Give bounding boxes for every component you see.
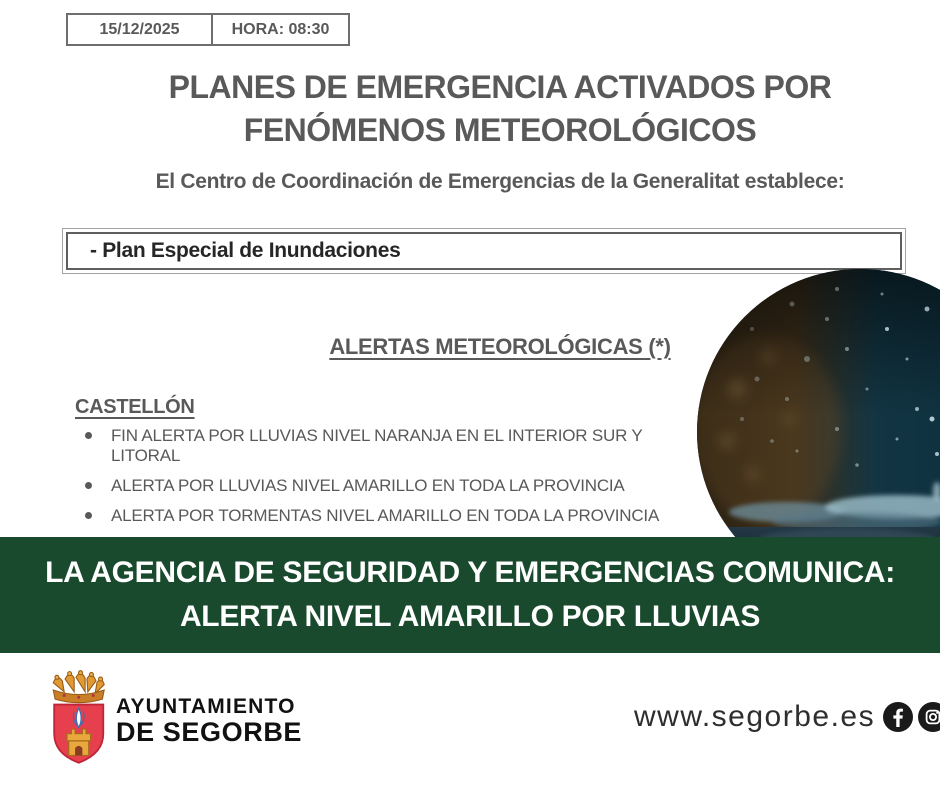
org-name <box>116 696 302 747</box>
alerts-heading: ALERTAS METEOROLÓGICAS (*) <box>329 334 671 359</box>
subtitle: El Centro de Coordinación de Emergencias de la Generalitat establece: <box>155 170 845 193</box>
website-row <box>634 700 940 734</box>
bullet-icon <box>85 512 92 519</box>
province-heading: CASTELLÓN <box>75 396 195 418</box>
page-title-line1: PLANES DE EMERGENCIA ACTIVADOS POR <box>168 69 832 105</box>
time-value: HORA: 08:30 <box>211 15 348 44</box>
date-time-box <box>66 13 350 46</box>
alert-item <box>85 426 705 466</box>
facebook-icon <box>883 702 913 732</box>
plan-box-text: - Plan Especial de Inundaciones <box>66 232 902 270</box>
plan-box <box>62 228 906 274</box>
alert-item-text: FIN ALERTA POR LLUVIAS NIVEL NARANJA EN EL INTERIOR SUR Y LITORAL <box>111 426 643 465</box>
banner-line1: LA AGENCIA DE SEGURIDAD Y EMERGENCIAS COMUNICA: <box>45 556 895 589</box>
alert-item <box>85 506 705 526</box>
page-title-line2: FENÓMENOS METEOROLÓGICOS <box>243 112 757 148</box>
alert-item <box>85 476 705 496</box>
bullet-icon <box>85 432 92 439</box>
alert-item-text: ALERTA POR LLUVIAS NIVEL AMARILLO EN TODA LA PROVINCIA <box>111 476 625 495</box>
page-title <box>60 66 940 152</box>
instagram-icon <box>918 702 940 732</box>
social-icons <box>883 702 940 732</box>
alert-item-text: ALERTA POR TORMENTAS NIVEL AMARILLO EN TODA LA PROVINCIA <box>111 506 660 525</box>
footer <box>0 653 940 788</box>
banner-line2: ALERTA NIVEL AMARILLO POR LLUVIAS <box>179 600 761 633</box>
bullet-icon <box>85 482 92 489</box>
segorbe-coat-of-arms <box>44 670 108 770</box>
org-name-line2: DE SEGORBE <box>116 717 303 747</box>
alert-list <box>85 426 705 536</box>
alert-banner <box>0 537 940 653</box>
org-name-line1: AYUNTAMIENTO <box>116 695 296 718</box>
date-value: 15/12/2025 <box>99 20 180 38</box>
website-url: www.segorbe.es <box>634 700 876 733</box>
